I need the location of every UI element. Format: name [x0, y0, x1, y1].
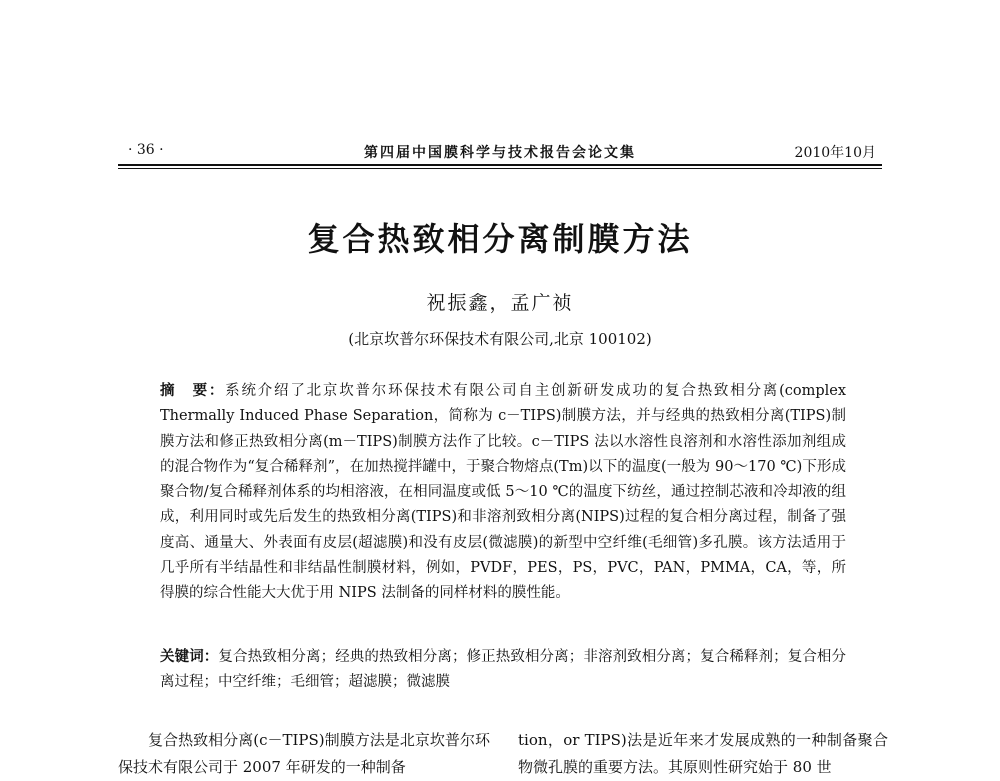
header-rule-thin: [118, 168, 882, 169]
paper-title: 复合热致相分离制膜方法: [307, 220, 693, 258]
conference-name: 第四届中国膜科学与技术报告会论文集: [364, 145, 636, 161]
keywords-block: [160, 645, 846, 696]
abstract-text: 系统介绍了北京坎普尔环保技术有限公司自主创新研发成功的复合热致相分离(complex Thermally Induced Phase Separation，简称为 c－TIPS)制膜方法，并与经典的热致相分离(TIPS)制膜方法和修正热致相分离(m－TIPS)制膜方法作了比较。c－TIPS 法以水溶性良溶剂和水溶性添加剂组成的混合物作为“复合稀释剂”，在加热搅拌罐中，于聚合物熔点(Tm)以下的温度(一般为 90～170 ℃)下形成聚合物/复合稀释剂体系的均相溶液，在相同温度或低 5～10 ℃的温度下纺丝，通过控制芯液和冷却液的组成，利用同时或先后发生的热致相分离(TIPS)和非溶剂致相分离(NIPS)过程的复合相分离过程，制备了强度高、通量大、外表面有皮层(超滤膜)和没有皮层(微滤膜)的新型中空纤维(毛细管)多孔膜。该方法适用于几乎所有半结晶性和非结晶性制膜材料，例如，PVDF，PES，PS，PVC，PAN，PMMA，CA，等，所得膜的综合性能大大优于用 NIPS 法制备的同样材料的膜性能。: [160, 383, 847, 602]
issue-date: 2010年10月: [794, 145, 876, 161]
body-left-column: 复合热致相分离(c－TIPS)制膜方法是北京坎普尔环保技术有限公司于 2007 年研发的一种制备: [118, 731, 490, 776]
paper-authors: 祝振鑫，孟广祯: [426, 292, 574, 314]
body-right-column: tion，or TIPS)法是近年来才发展成熟的一种制备聚合物微孔膜的重要方法。其原则性研究始于 80 世: [518, 731, 888, 776]
keywords-text: 复合热致相分离；经典的热致相分离；修正热致相分离；非溶剂致相分离；复合稀释剂；复合相分离过程；中空纤维；毛细管；超滤膜；微滤膜: [160, 649, 847, 691]
header-rule-thick: [118, 164, 882, 166]
paper-affiliation: (北京坎普尔环保技术有限公司,北京 100102): [348, 330, 652, 348]
abstract-block: [160, 378, 846, 607]
page-number: · 36 ·: [128, 142, 164, 158]
running-header: [118, 140, 882, 164]
keywords-label: 关键词：: [160, 649, 219, 665]
abstract-label: 摘 要：: [160, 382, 226, 399]
